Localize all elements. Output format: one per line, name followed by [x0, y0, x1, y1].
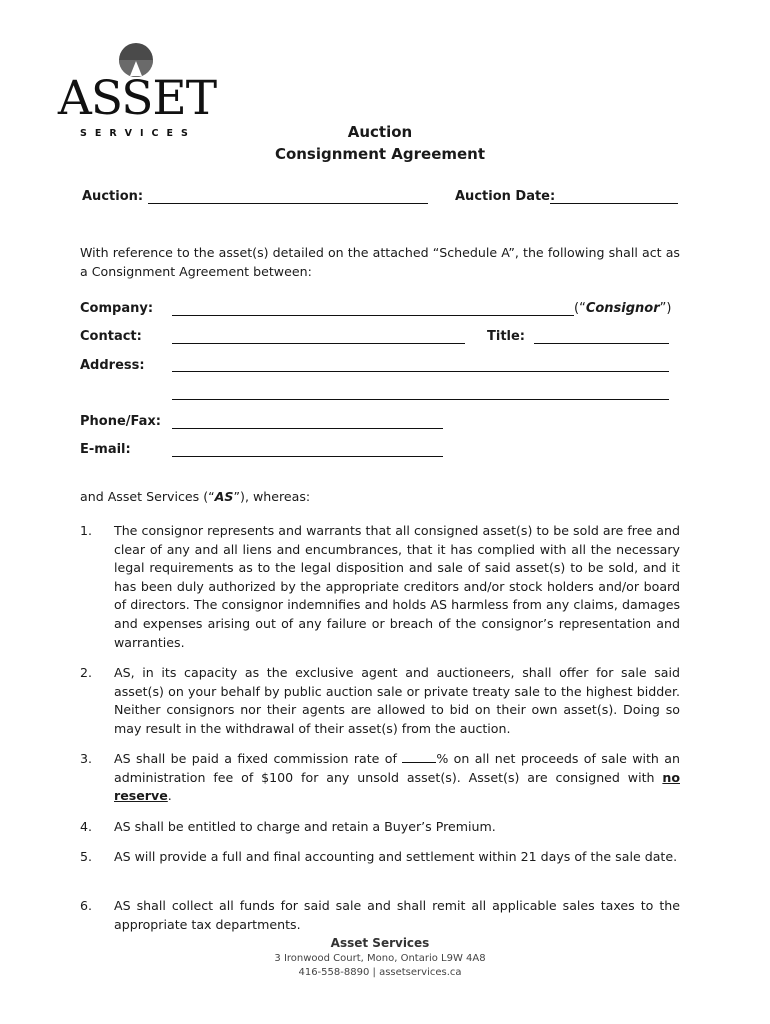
company-label: Company: — [80, 301, 154, 316]
item-3-after: % on all net proceeds of sale with an administration fee of $100 for any unsold asset(s). Asset(s) are consigned with — [114, 751, 680, 785]
item-5-text: AS will provide a full and final accounting and settlement within 21 days of the sale date. — [114, 849, 678, 864]
logo-subtitle: SERVICES — [80, 128, 196, 139]
email-label: E-mail: — [80, 442, 131, 457]
footer-address: 3 Ironwood Court, Mono, Ontario L9W 4A8 — [274, 953, 486, 964]
footer-separator: | — [372, 967, 376, 978]
consignor-note — [574, 301, 671, 317]
company-logo — [52, 42, 222, 142]
item-1-number: 1. — [80, 523, 93, 538]
item-3-text — [114, 750, 680, 806]
item-3-end: . — [167, 788, 172, 804]
footer-company-name: Asset Services — [330, 936, 430, 950]
item-3-before: AS shall be paid a fixed commission rate of — [114, 751, 403, 766]
auction-date-field[interactable] — [550, 203, 678, 204]
parties-as-term: AS — [214, 489, 234, 504]
item-1-text: The consignor represents and warrants that all consigned asset(s) to be sold are free and clear of any and all liens and encumbrances, that it has complied with all the necessary legal requirements as to the legal disposition and sale of said asset(s) to be sold, and it has been duly authorized by the appropriate creditors and/or stock holders and/or board of directors. The consignor indemnifies and holds AS harmless from any claims, damages and expenses arising out of any failure or breach of the consignor’s representation and warranties. — [114, 523, 680, 650]
title-line-2: Consignment Agreement — [274, 145, 486, 163]
item-5-number: 5. — [80, 849, 93, 864]
intro-paragraph: With reference to the asset(s) detailed on the attached “Schedule A”, the following shall act as a Consignment Agreement between: — [80, 245, 680, 279]
footer-website: assetservices.ca — [379, 967, 462, 978]
commission-rate-field[interactable] — [402, 751, 436, 763]
address-field-line-1[interactable] — [172, 371, 669, 372]
phone-fax-field[interactable] — [172, 428, 443, 429]
parties-before: and Asset Services (“ — [80, 489, 215, 504]
item-4-text: AS shall be entitled to charge and retain a Buyer’s Premium. — [114, 819, 496, 834]
title-field[interactable] — [534, 343, 669, 344]
address-field-line-2[interactable] — [172, 399, 669, 400]
auction-field[interactable] — [148, 203, 428, 204]
company-field[interactable] — [172, 315, 574, 316]
item-6-text: AS shall collect all funds for said sale and shall remit all applicable sales taxes to the appropriate tax departments. — [114, 898, 680, 932]
consignor-open: (“ — [574, 301, 586, 316]
auction-date-label: Auction Date: — [455, 189, 556, 204]
parties-line — [80, 488, 680, 507]
phone-fax-label: Phone/Fax: — [80, 414, 162, 429]
item-2-number: 2. — [80, 665, 93, 680]
item-2-text: AS, in its capacity as the exclusive agent and auctioneers, shall offer for sale said asset(s) on your behalf by public auction sale or private treaty sale to the highest bidder. Neither consignors nor their agents are allowed to bid on their own asset(s). Doing so may result in the withdrawal of their asset(s) from the auction. — [114, 665, 680, 736]
logo-wordmark: ASSET — [57, 71, 217, 126]
document-title — [230, 121, 530, 165]
consignor-close: ”) — [659, 301, 672, 316]
contact-field[interactable] — [172, 343, 465, 344]
contact-label: Contact: — [80, 329, 142, 344]
item-3-number: 3. — [80, 751, 93, 766]
address-label: Address: — [80, 358, 145, 373]
no-reserve-term: no reserve — [114, 769, 680, 804]
footer-contact — [230, 966, 530, 979]
item-4-number: 4. — [80, 819, 93, 834]
footer-phone: 416-558-8890 — [298, 967, 370, 978]
item-6-number: 6. — [80, 898, 93, 913]
title-line-1: Auction — [347, 123, 413, 141]
consignor-term: Consignor — [585, 301, 660, 316]
parties-after: ”), whereas: — [233, 489, 311, 504]
email-field[interactable] — [172, 456, 443, 457]
title-label: Title: — [487, 329, 526, 344]
auction-label: Auction: — [82, 189, 144, 204]
